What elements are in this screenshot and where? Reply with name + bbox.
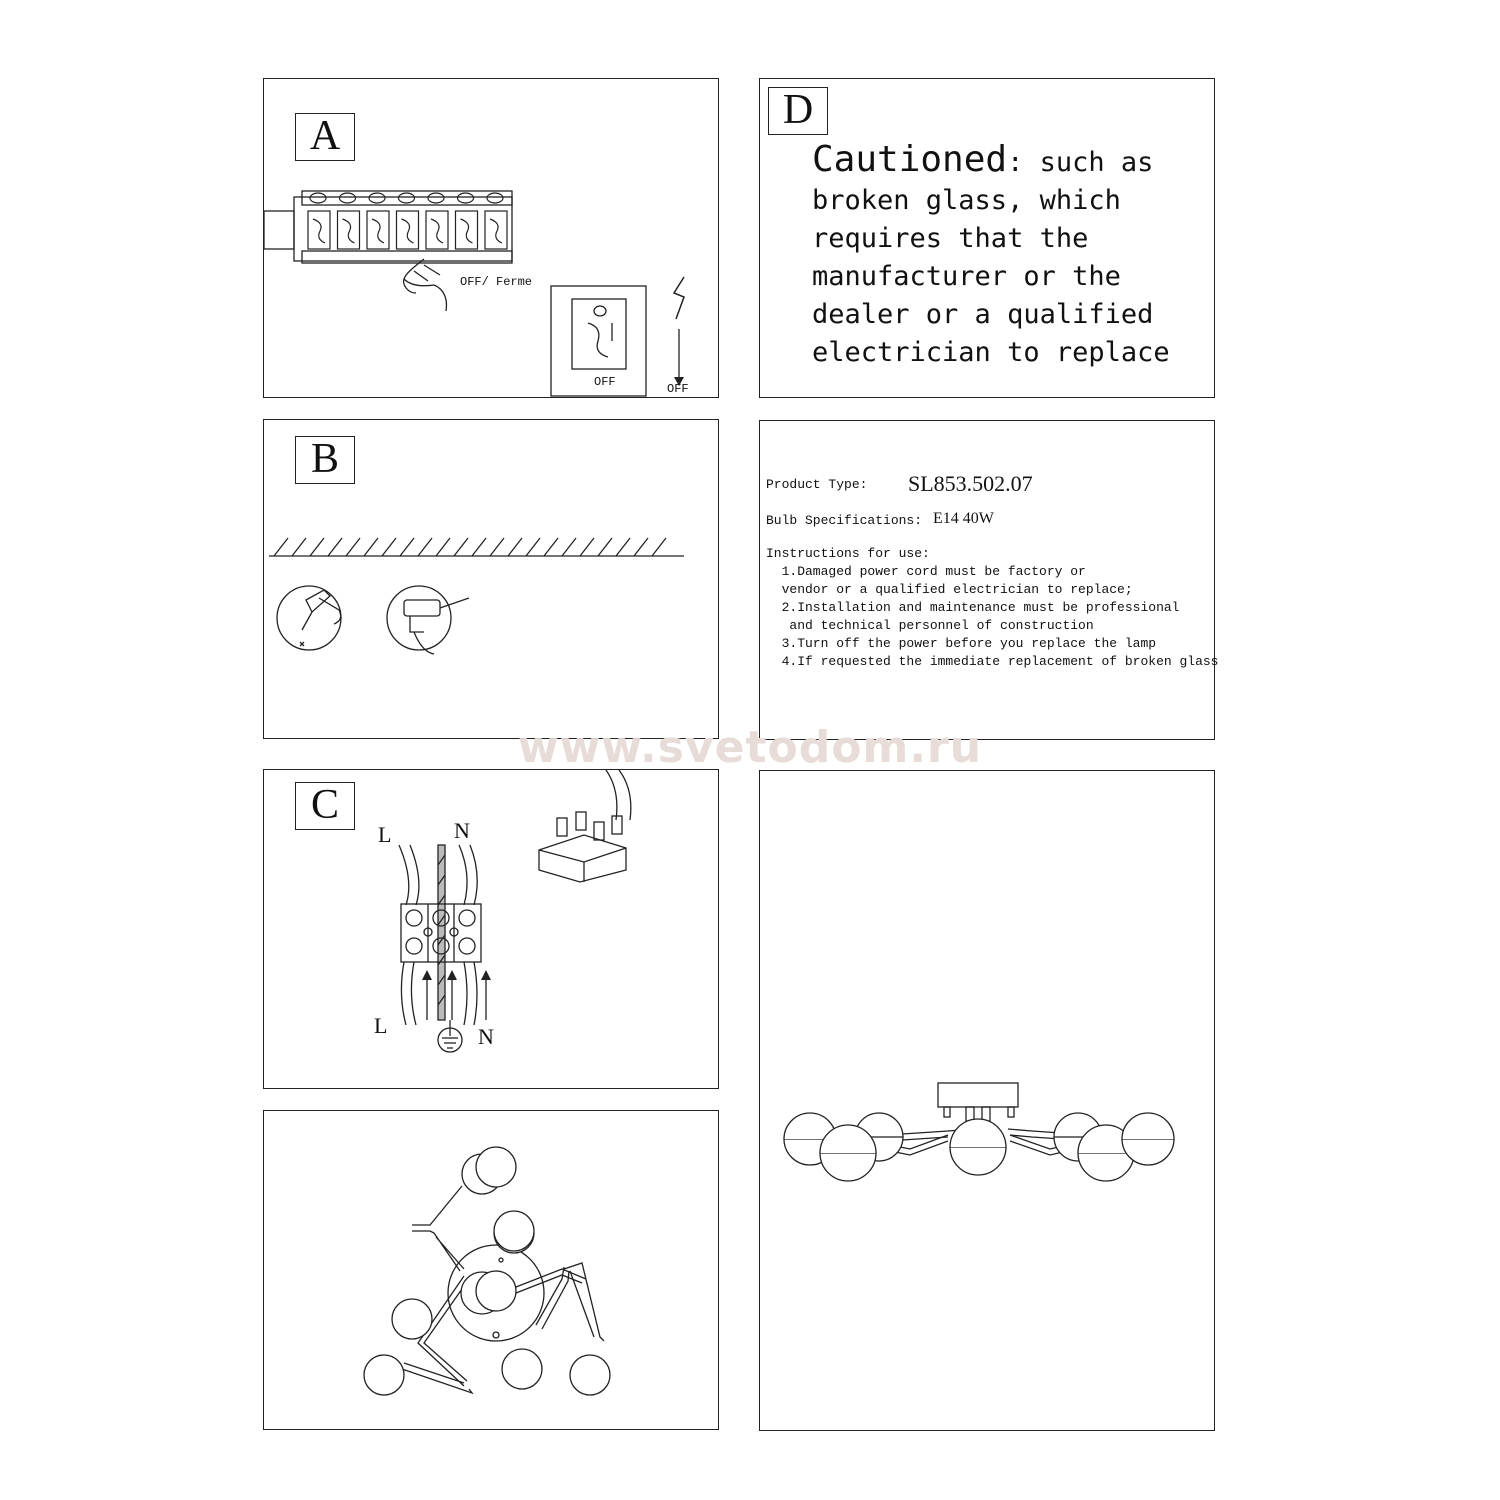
instruction-line: 3.Turn off the power before you replace the lamp (766, 636, 1157, 651)
caution-text (812, 141, 1170, 372)
panel-letter: B (295, 436, 355, 484)
caution-line: requires that the (812, 223, 1089, 254)
panel-b (263, 419, 719, 739)
wire-label-n-top: N (454, 818, 470, 843)
caution-line: dealer or a qualified (812, 299, 1154, 330)
panel-specifications (759, 420, 1219, 740)
caution-first-line (812, 141, 1170, 182)
instruction-line: and technical personnel of construction (766, 618, 1094, 633)
instruction-line: vendor or a qualified electrician to replace; (766, 582, 1133, 597)
panel-letter: D (768, 87, 828, 135)
ceiling-tools-illustration (264, 420, 720, 740)
caution-line: electrician to replace (812, 337, 1170, 368)
watermark: www.svetodom.ru (517, 722, 983, 773)
product-type-value: SL853.502.07 (908, 471, 1033, 496)
panel-a (263, 78, 719, 398)
breaker-off-label: OFF (594, 375, 616, 389)
bulb-spec-label: Bulb Specifications: (766, 513, 923, 528)
instruction-line: 1.Damaged power cord must be factory or (766, 564, 1086, 579)
wire-label-l-bottom: L (374, 1013, 388, 1038)
wire-label-l-top: L (378, 822, 392, 847)
panel-lamp-top-view (263, 1110, 719, 1430)
caution-word: Cautioned (812, 139, 1008, 180)
switch-off-label: OFF/ Ferme (460, 275, 533, 289)
panel-d (759, 78, 1215, 398)
instruction-line: 2.Installation and maintenance must be professional (766, 600, 1180, 615)
caution-line: manufacturer or the (812, 261, 1121, 292)
panel-letter: C (295, 782, 355, 830)
lamp-side-view-drawing (760, 771, 1216, 1432)
lamp-top-view-drawing (264, 1111, 720, 1431)
arrow-off-label: OFF (667, 382, 689, 396)
panel-lamp-side-view (759, 770, 1215, 1431)
instruction-line: 4.If requested the immediate replacement of broken glass (766, 654, 1219, 669)
instructions (766, 545, 1218, 671)
instructions-title: Instructions for use: (766, 546, 930, 561)
caution-rest: : such as (1007, 147, 1154, 178)
bulb-spec-value: E14 40W (933, 510, 994, 527)
breaker-panel-illustration (264, 79, 720, 399)
caution-line: broken glass, which (812, 185, 1121, 216)
product-type-label: Product Type: (766, 477, 868, 492)
panel-c (263, 769, 719, 1089)
wire-label-n-bottom: N (478, 1024, 494, 1049)
panel-letter: A (295, 113, 355, 161)
